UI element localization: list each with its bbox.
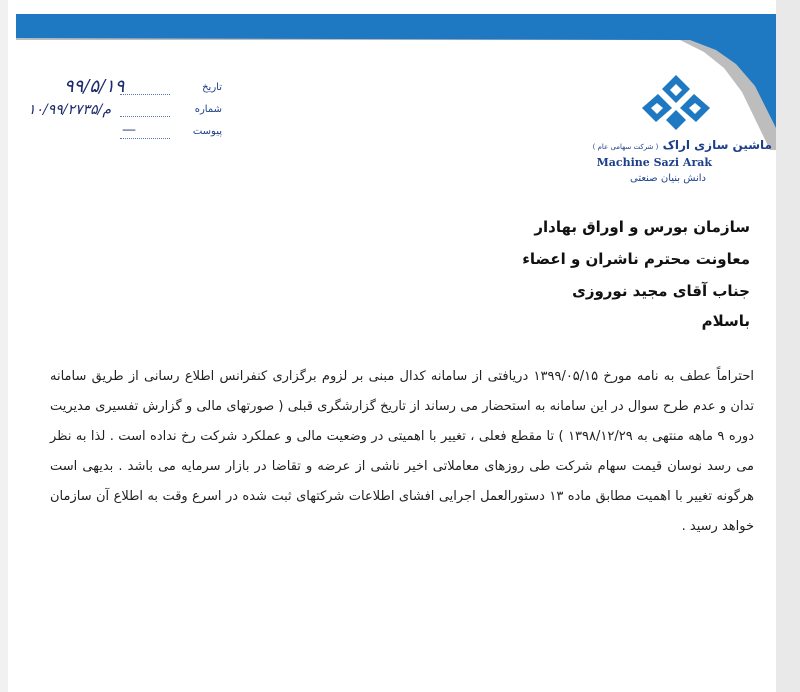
attachment-value: — [122, 122, 136, 138]
number-label: شماره [194, 104, 222, 115]
attachment-label: پیوست [192, 126, 222, 137]
meta-date-row [10, 76, 222, 100]
recipient-organization: سازمان بورس و اوراق بهادار [534, 218, 750, 236]
date-value: ۹۹/۵/۱۹ [64, 76, 125, 97]
attachment-dotted-line [120, 138, 170, 139]
letter-meta [10, 76, 222, 146]
date-dotted-line [120, 94, 170, 95]
meta-number-row [10, 98, 222, 122]
recipient-department: معاونت محترم ناشران و اعضاء [522, 250, 750, 268]
company-logo [636, 72, 716, 134]
company-name-text: ماشین سازی اراک [662, 138, 772, 152]
letter-body: احتراماً عطف به نامه مورخ ۱۳۹۹/۰۵/۱۵ دریافتی از سامانه کدال مبنی بر لزوم برگزاری کنفرانس اطلاع رسانی از طریق سامانه تدان و عدم طرح سوال در این سامانه به استحضار می رساند از تاریخ گزارشگری قبلی ( صورتهای مالی و گزارش تفسیری مدیریت دوره ۹ ماهه منتهی به ۱۳۹۸/۱۲/۲۹ ) تا مقطع فعلی ، تغییر با اهمیتی در وضعیت مالی و عملکرد شرکت رخ نداده است . لذا به نظر می رسد نوسان قیمت سهام شرکت طی روزهای معاملاتی اخیر ناشی از عرضه و تقاضا در بازار سرمایه می باشد . بدیهی است هرگونه تغییر با اهمیت مطابق ماده ۱۳ دستورالعمل اجرایی افشای اطلاعات شرکتهای ثبت شده در اسرع وقت به اطلاع آن سازمان خواهد رسید . [50, 369, 755, 534]
date-label: تاریخ [202, 82, 222, 93]
company-name-en: Machine Sazi Arak [596, 156, 712, 169]
company-name-fa [592, 138, 772, 152]
number-value: ۱۰/م/۹۹/۲۷۳۵ [28, 102, 111, 118]
greeting: باسلام [701, 312, 750, 330]
knowledge-based-label: دانش بنیان صنعتی [629, 173, 706, 184]
meta-attachment-row [10, 120, 222, 144]
recipient-person: جناب آقای مجید نوروزی [572, 282, 750, 300]
number-dotted-line [120, 116, 170, 117]
company-type: ( شرکت سهامی عام ) [592, 143, 659, 151]
